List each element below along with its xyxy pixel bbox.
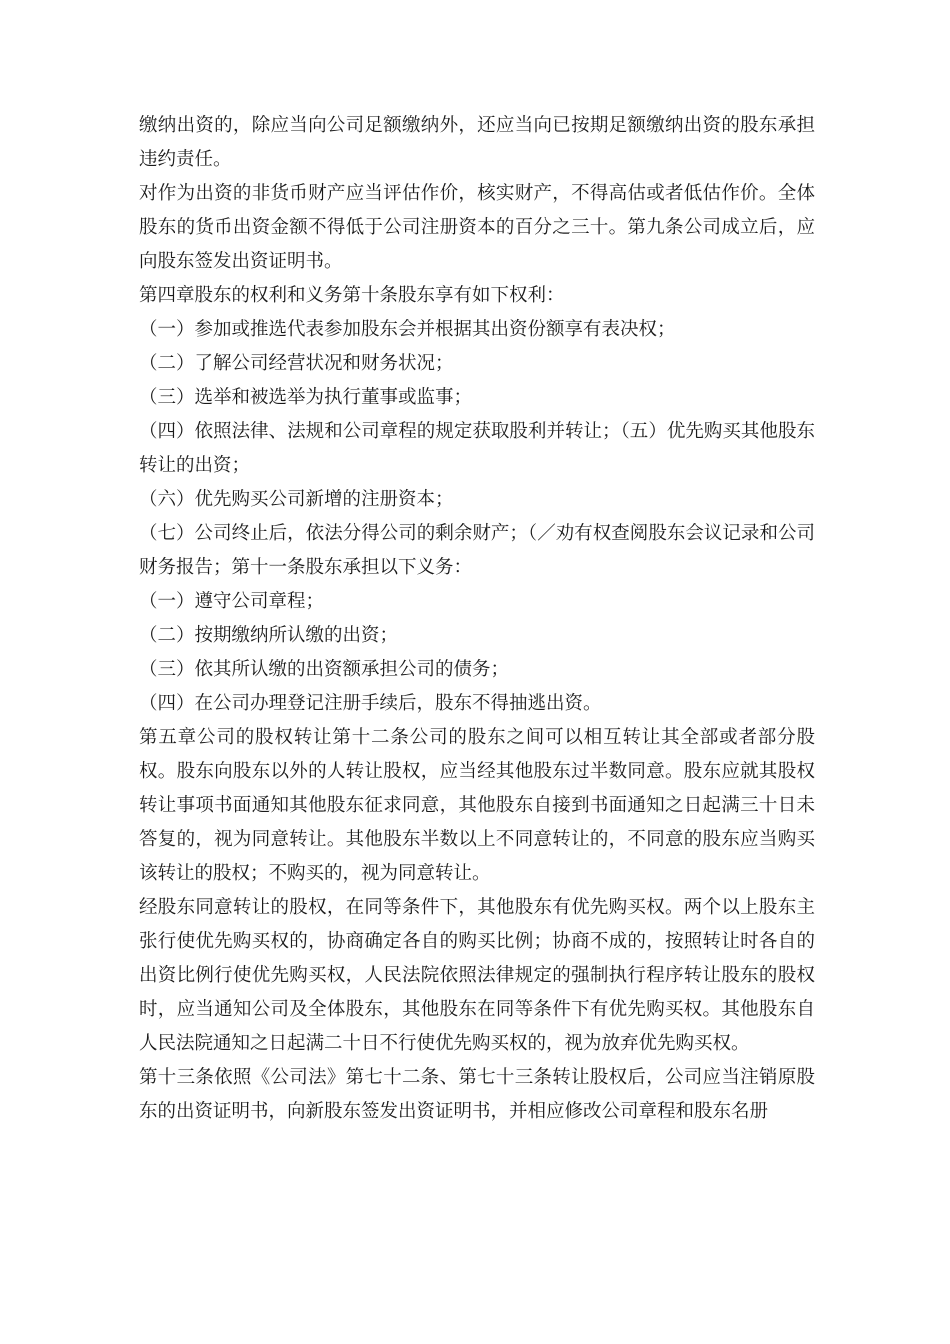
list-item-right-3: （三）选举和被选举为执行董事或监事； [139,387,473,408]
list-item-duty-3: （三）依其所认缴的出资额承担公司的债务； [139,659,510,680]
list-item-duty-4: （四）在公司办理登记注册手续后，股东不得抽逃出资。 [139,693,602,714]
paragraph-preemptive-right: 经股东同意转让的股权，在同等条件下，其他股东有优先购买权。两个以上股东主张行使优先购买权的，协商确定各自的购买比例；协商不成的，按照转让时各自的出资比例行使优先购买权，人民法院依照法律规定的强制执行程序转让股东的股权时，应当通知公司及全体股东，其他股东在同等条件下有优先购买权。其他股东自人民法院通知之日起满二十日不行使优先购买权的，视为放弃优先购买权。 [139,897,815,1054]
list-item-right-6: （六）优先购买公司新增的注册资本； [139,489,454,510]
list-item-right-2: （二）了解公司经营状况和财务状况； [139,353,454,374]
list-item-duty-1: （一）遵守公司章程； [139,591,325,612]
paragraph-article-thirteen: 第十三条依照《公司法》第七十二条、第七十三条转让股权后，公司应当注销原股东的出资证明书，向新股东签发出资证明书，并相应修改公司章程和股东名册 [139,1067,815,1122]
paragraph-capital-default: 缴纳出资的，除应当向公司足额缴纳外，还应当向已按期足额缴纳出资的股东承担违约责任。 [139,115,815,170]
heading-chapter-four: 第四章股东的权利和义务第十条股东享有如下权利： [139,285,565,306]
list-item-right-4-5: （四）依照法律、法规和公司章程的规定获取股利并转让；（五）优先购买其他股东转让的出资； [139,421,815,476]
document-body [139,109,815,1129]
list-item-right-7-8: （七）公司终止后，依法分得公司的剩余财产；（／劝有权查阅股东会议记录和公司财务报告；第十一条股东承担以下义务： [139,523,815,578]
list-item-right-1: （一）参加或推选代表参加股东会并根据其出资份额享有表决权； [139,319,676,340]
paragraph-non-monetary-contribution: 对作为出资的非货币财产应当评估作价，核实财产，不得高估或者低估作价。全体股东的货币出资金额不得低于公司注册资本的百分之三十。第九条公司成立后，应向股东签发出资证明书。 [139,183,815,272]
paragraph-chapter-five-transfer: 第五章公司的股权转让第十二条公司的股东之间可以相互转让其全部或者部分股权。股东向股东以外的人转让股权，应当经其他股东过半数同意。股东应就其股权转让事项书面通知其他股东征求同意，其他股东自接到书面通知之日起满三十日未答复的，视为同意转让。其他股东半数以上不同意转让的，不同意的股东应当购买该转让的股权；不购买的，视为同意转让。 [139,727,815,884]
list-item-duty-2: （二）按期缴纳所认缴的出资； [139,625,399,646]
